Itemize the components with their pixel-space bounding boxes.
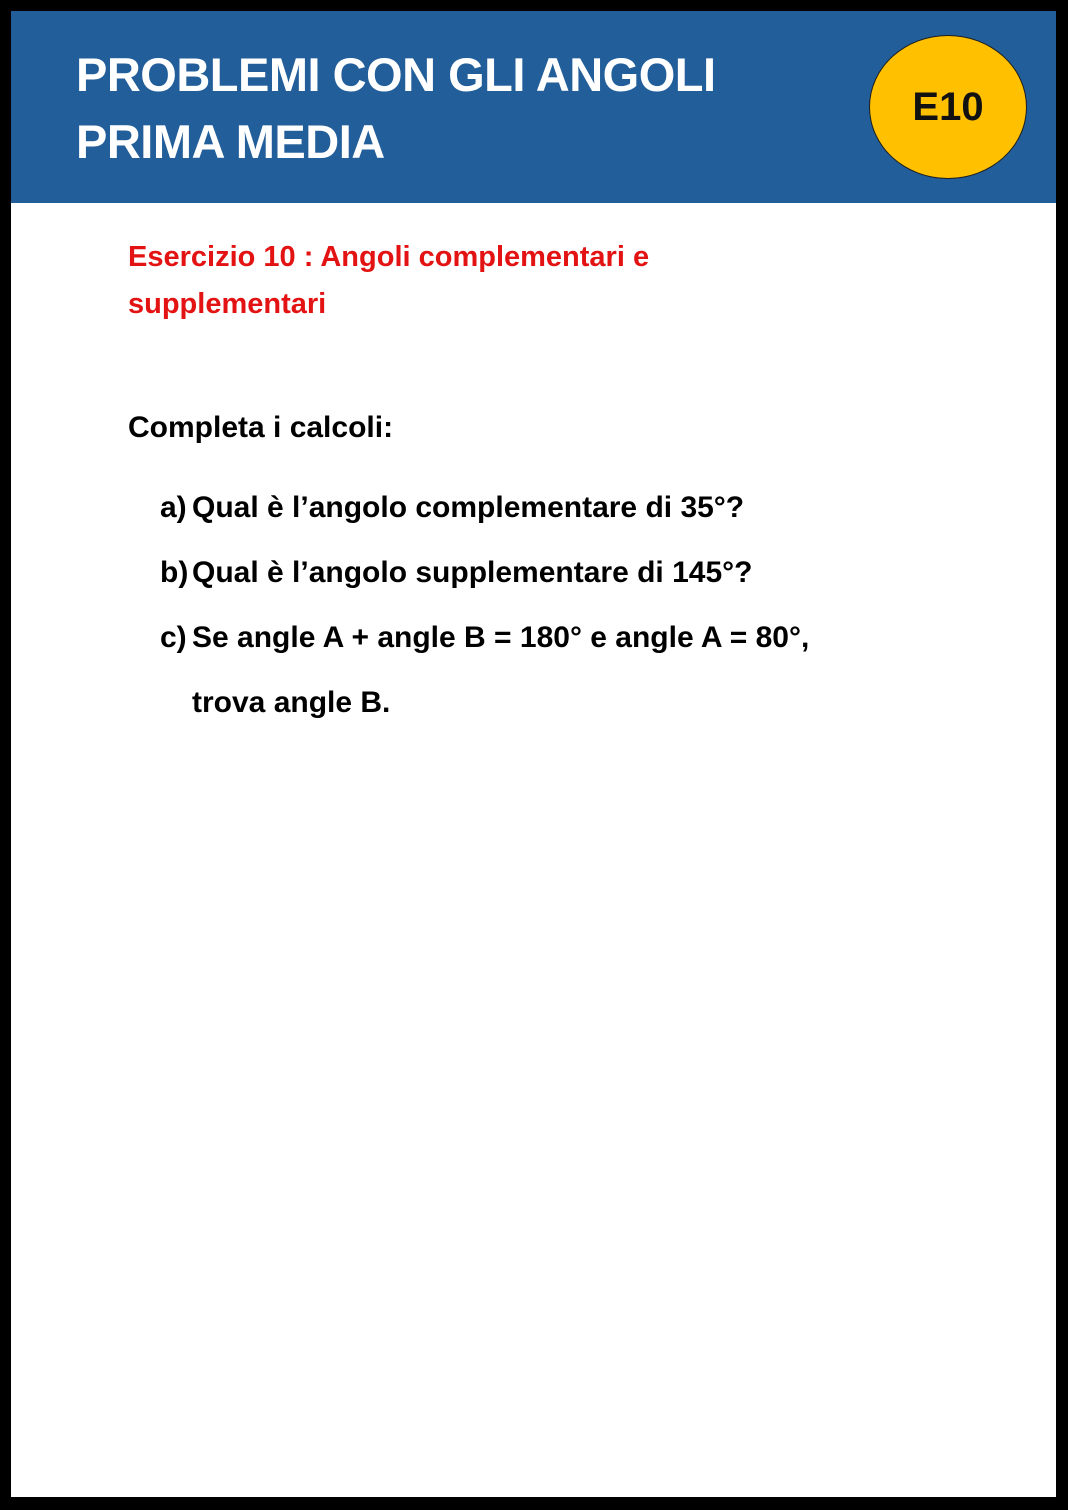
question-b [160, 549, 980, 597]
question-letter: c) [160, 621, 187, 654]
question-text: Se angle A + angle B = 180° e angle A = 80°, [192, 621, 810, 654]
question-a [160, 484, 980, 532]
title-line-1: PROBLEMI CON GLI ANGOLI [76, 48, 716, 101]
exercise-title: Esercizio 10 : Angoli complementari e supplementari [128, 241, 650, 320]
title-line-2: PRIMA MEDIA [76, 115, 385, 168]
question-continuation: trova angle B. [192, 686, 391, 719]
question-list [160, 484, 980, 744]
question-text: Qual è l’angolo supplementare di 145°? [192, 556, 753, 589]
question-text: Qual è l’angolo complementare di 35°? [192, 491, 745, 524]
header-banner [11, 11, 1056, 203]
instruction-text: Completa i calcoli: [128, 411, 394, 444]
question-body [192, 614, 980, 727]
question-letter: b) [160, 556, 189, 589]
exercise-badge [869, 35, 1027, 179]
page-title [76, 41, 716, 175]
badge-label: E10 [912, 84, 984, 129]
question-c [160, 614, 980, 727]
question-letter: a) [160, 491, 187, 524]
